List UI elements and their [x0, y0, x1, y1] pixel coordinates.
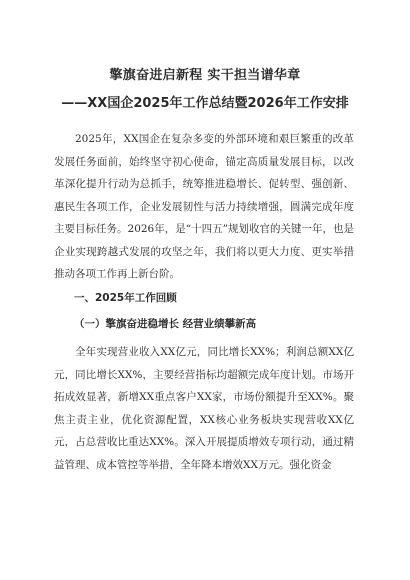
intro-paragraph: 2025年，XX国企在复杂多变的外部环境和艰巨繁重的改革发展任务面前，始终坚守初心使命，锚定高质量发展目标，以改革深化提升行动为总抓手，统筹推进稳增长、促转型、强创新、惠民生各项工作，企业发展韧性与活力持续增强，圆满完成年度主要目标任务。2026年，是“十四五”规划收官的关键一年，也是企业实现跨越式发展的攻坚之年，我们将以更大力度、更实举措推动各项工作再上新台阶。	[54, 133, 354, 280]
document-subtitle: ——XX国企2025年工作总结暨2026年工作安排	[61, 96, 349, 111]
section-heading: 一、2025年工作回顾	[74, 292, 177, 304]
document-title: 擎旗奋进启新程 实干担当谱华章	[109, 68, 301, 83]
subsection-heading: （一）擎旗奋进稳增长 经营业绩攀新高	[74, 318, 257, 330]
body-paragraph: 全年实现营业收入XX亿元，同比增长XX%；利润总额XX亿元，同比增长XX%，主要经营指标均超额完成年度计划。市场开拓成效显著，新增XX重点客户XX家，市场份额提升至XX%。聚焦主责主业，优化资源配置，XX核心业务板块实现营收XX亿元，占总营收比重达XX%。深入开展提质增效专项行动，通过精益管理、成本管控等举措，全年降本增效XX万元。强化资金	[54, 346, 354, 471]
